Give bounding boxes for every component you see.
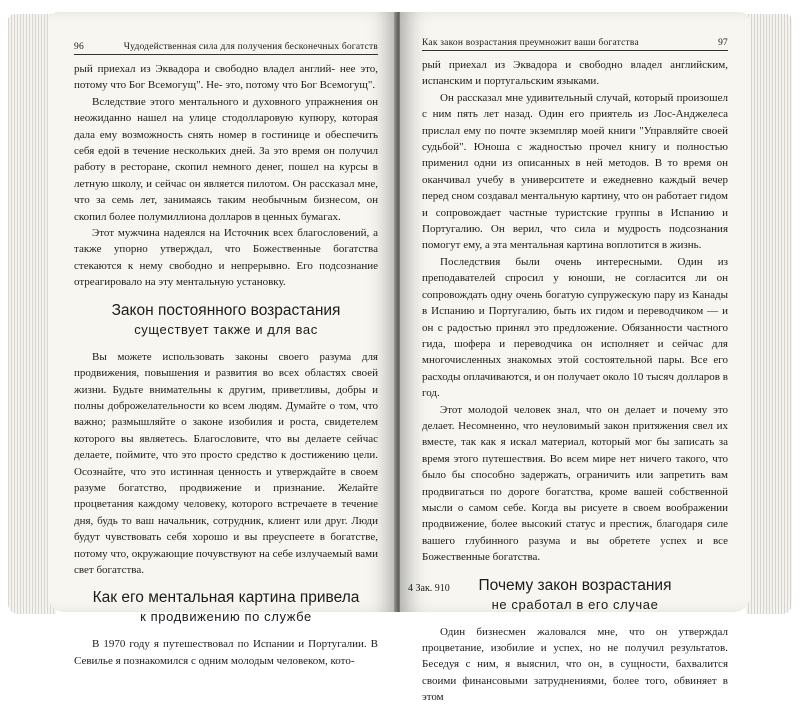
right-running-title: Как закон возрастания преумножит ваши богатства <box>422 38 639 48</box>
right-page-stack <box>746 14 792 614</box>
left-heading-2-line-2: к продвижению по службе <box>140 609 312 625</box>
right-paragraph-1: рый приехал из Эквадора и свободно владел английским, испанским и португальским языками. <box>422 59 728 88</box>
printer-signature: 4 Зак. 910 <box>408 583 450 594</box>
right-paragraph-3: Последствия были очень интересными. Один из преподавателей спросил у юноши, не согласится ли он сопровождать одну очень богатую супружескую пару из Канады в Испанию и Португалию, быть их гидом и переводчиком — и он с радостью принял это предложение. Обязанности частного гида, шофера и переводчика он исполняет и сейчас для многочисленных знакомых этой состоятельной пары. Все его расходы оплачиваются, и он получает около 10 тысяч долларов в год. <box>422 255 728 400</box>
right-running-head <box>422 38 728 51</box>
left-paragraph-3: Этот мужчина надеялся на Источник всех благословений, а также упорно утверждал, что Божественные богатства стекаются к нему свободно и непрерывно. Его подсознание отреагировало на эту ментальную установку. <box>74 227 378 289</box>
right-paragraph-2: Он рассказал мне удивительный случай, который произошел с ним пять лет назад. Один его приятель из Лос-Анджелеса прислал ему по почте экземпляр моей книги "Управляйте своей судьбой". Юноша с жадностью прочел книгу и полностью применил одни из описанных в ней методов. В то время он оканчивал учебу в университете и ежедневно каждый вечер перед сном создавал ментальную картину, что он работает гидом и сопровождает частные туристские группы в Испанию и Португалию. Он верил, что сила и мудрость подсознания помогут ему, а эта ментальная картина воплотится в жизнь. <box>422 91 728 252</box>
left-paragraph-4: Вы можете использовать законы своего разума для продвижения, повышения и развития во всех областях своей жизни. Будьте внимательны к другим, приветливы, добры и полны доброжелательности ко всем людям. Думайте о том, что важно; размышляйте о законе изобилия и роста, свидетелем которого вы являетесь. Благословите, что вы делаете сейчас делаете, поймите, что это просто средство к достижению цели. Осознайте, что это истинная ценность и утверждайте в своем разуме богатство, продвижение и признание. Желайте процветания каждому человеку, которого встречаете в течение дня, будь то ваш начальник, сотрудник, клиент или друг. Люди будут чувствовать себя хорошо и вы преуспеете в богатстве, потому что, окружающие почувствуют на себе излучаемый вами свет богатства. <box>74 350 378 576</box>
left-page-number: 96 <box>74 42 84 52</box>
left-heading-1-line-1: Закон постоянного возрастания <box>111 301 341 319</box>
left-paragraph-1: рый приехал из Эквадора и свободно владел англий- нее это, потому что Бог Всемогущ". Не- это, потому что Бог Всемогущ". <box>74 63 378 92</box>
left-heading-2 <box>74 588 378 626</box>
left-heading-1-line-2: существует также и для вас <box>134 321 318 337</box>
left-paragraph-5: В 1970 году я путешествовал по Испании и Португалии. В Севилье я познакомился с одним молодым человеком, кото- <box>74 638 378 667</box>
left-page <box>48 12 396 667</box>
right-page-content <box>422 38 728 706</box>
left-heading-2-line-1: Как его ментальная картина привела <box>92 589 360 607</box>
right-heading-line-1: Почему закон возрастания <box>478 576 672 594</box>
right-page <box>400 12 750 704</box>
right-heading <box>422 576 728 614</box>
right-paragraph-4: Этот молодой человек знал, что он делает и почему это делает. Несомненно, что неуловимый закон притяжения свел их вместе, так как я искал материал, который мог бы записать за время этого путешествия. Во всем мире нет ничего такого, что было бы способно задержать, ограничить или запретить вам продвигаться по дороге богатства, кроме вашей собственной мысли о самом себе. Когда вы рисуете в своем воображении продвижение, более высокий статус и престиж, благодаря силе вашего глубинного разума и вы обретете успех и все Божественные богатства. <box>422 403 728 564</box>
right-page-number: 97 <box>718 38 728 48</box>
left-page-content <box>74 42 378 669</box>
left-paragraph-2: Вследствие этого ментального и духовного упражнения он неожиданно нашел на улице стодолларовую купюру, которая дала ему возможность снять номер в гостинице и обеспечить себя едой в течение нескольких дней. За это время он получил работу в ресторане, скопил немного денег, пошел на курсы в летную школу, и сейчас он является пилотом. Он рассказал мне, что за семь лет, занимаясь таким необычным бизнесом, он скопил более полумиллиона долларов в ценных бумагах. <box>74 95 378 223</box>
right-heading-line-2: не сработал в его случае <box>491 596 659 612</box>
left-heading-1 <box>74 301 378 339</box>
left-running-title: Чудодейственная сила для получения бесконечных богатств <box>123 42 378 52</box>
left-running-head <box>74 42 378 55</box>
right-paragraph-5: Один бизнесмен жаловался мне, что он утверждал процветание, изобилие и успех, но не получил результатов. Беседуя с ним, я выяснил, что он, в сущности, бахвалится своими финансовыми затруднениями, более того, обвиняет в этом <box>422 625 728 704</box>
